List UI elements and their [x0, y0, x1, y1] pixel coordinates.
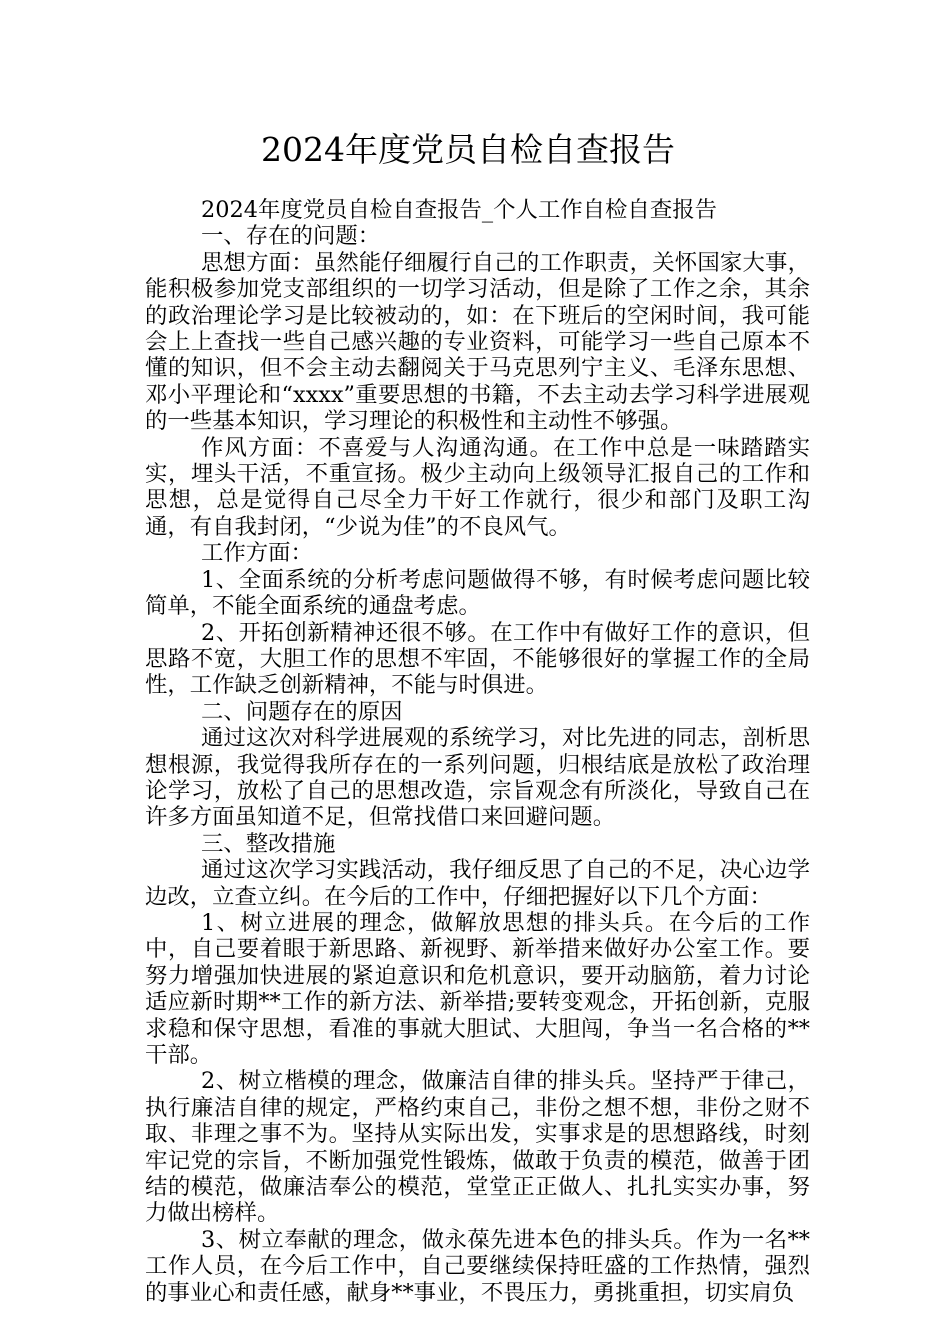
document-title: 2024年度党员自检自查报告 [261, 130, 675, 169]
section-heading-measures: 三、整改措施 [201, 830, 336, 857]
paragraph-work-item-2: 2、开拓创新精神还很不够。在工作中有做好工作的意识，但思路不宽，大胆工作的思想不牢固，不能够很好的掌握工作的全局性，工作缺乏创新精神，不能与时俱进。 [145, 619, 810, 699]
paragraph-thinking: 思想方面：虽然能仔细履行自己的工作职责，关怀国家大事，能积极参加党支部组织的一切学习活动，但是除了工作之余，其余的政治理论学习是比较被动的，如：在下班后的空闲时间，我可能会上上查找一些自己感兴趣的专业资料，可能学习一些自己原本不懂的知识，但不会主动去翻阅关于马克思列宁主义、毛泽东思想、邓小平理论和“xxxx”重要思想的书籍，不去主动去学习科学进展观的一些基本知识，学习理论的积极性和主动性不够强。 [145, 249, 810, 435]
paragraph-work-style: 作风方面：不喜爱与人沟通沟通。在工作中总是一味踏踏实实，埋头干活，不重宣扬。极少主动向上级领导汇报自己的工作和思想，总是觉得自己尽全力干好工作就行，很少和部门及职工沟通，有自我封闭，“少说为佳”的不良风气。 [145, 434, 810, 540]
paragraph-subtitle: 2024年度党员自检自查报告_个人工作自检自查报告 [201, 197, 717, 223]
paragraph-work-item-1: 1、全面系统的分析考虑问题做得不够，有时候考虑问题比较简单，不能全面系统的通盘考虑。 [145, 566, 810, 620]
document-body [145, 197, 810, 1306]
paragraph-measure-2: 2、树立楷模的理念，做廉洁自律的排头兵。坚持严于律己，执行廉洁自律的规定，严格约束自己，非份之想不想，非份之财不取、非理之事不为。坚持从实际出发，实事求是的思想路线，时刻牢记党的宗旨，不断加强党性锻炼，做敢于负责的模范，做善于团结的模范，做廉洁奉公的模范，堂堂正正做人、扎扎实实办事，努力做出榜样。 [145, 1068, 810, 1227]
document-page [145, 0, 810, 1306]
paragraph-measures-intro: 通过这次学习实践活动，我仔细反思了自己的不足，决心边学边改，立查立纠。在今后的工作中，仔细把握好以下几个方面： [145, 857, 810, 910]
paragraph-measure-3: 3、树立奉献的理念，做永葆先进本色的排头兵。作为一名**工作人员，在今后工作中，自己要继续保持旺盛的工作热情，强烈的事业心和责任感，献身**事业，不畏压力，勇挑重担，切实肩负 [145, 1226, 810, 1306]
subheading-work: 工作方面： [201, 540, 313, 567]
paragraph-causes: 通过这次对科学进展观的系统学习，对比先进的同志，剖析思想根源，我觉得我所存在的一系列问题，归根结底是放松了政治理论学习，放松了自己的思想改造，宗旨观念有所淡化，导致自己在许多方面虽知道不足，但常找借口来回避问题。 [145, 725, 810, 831]
section-heading-causes: 二、问题存在的原因 [201, 698, 403, 725]
section-heading-problems: 一、存在的问题： [201, 223, 381, 250]
paragraph-measure-1: 1、树立进展的理念，做解放思想的排头兵。在今后的工作中，自己要着眼于新思路、新视野、新举措来做好办公室工作。要努力增强加快进展的紧迫意识和危机意识，要开动脑筋，着力讨论适应新时期**工作的新方法、新举措;要转变观念，开拓创新，克服求稳和保守思想，看准的事就大胆试、大胆闯，争当一名合格的**干部。 [145, 909, 810, 1068]
